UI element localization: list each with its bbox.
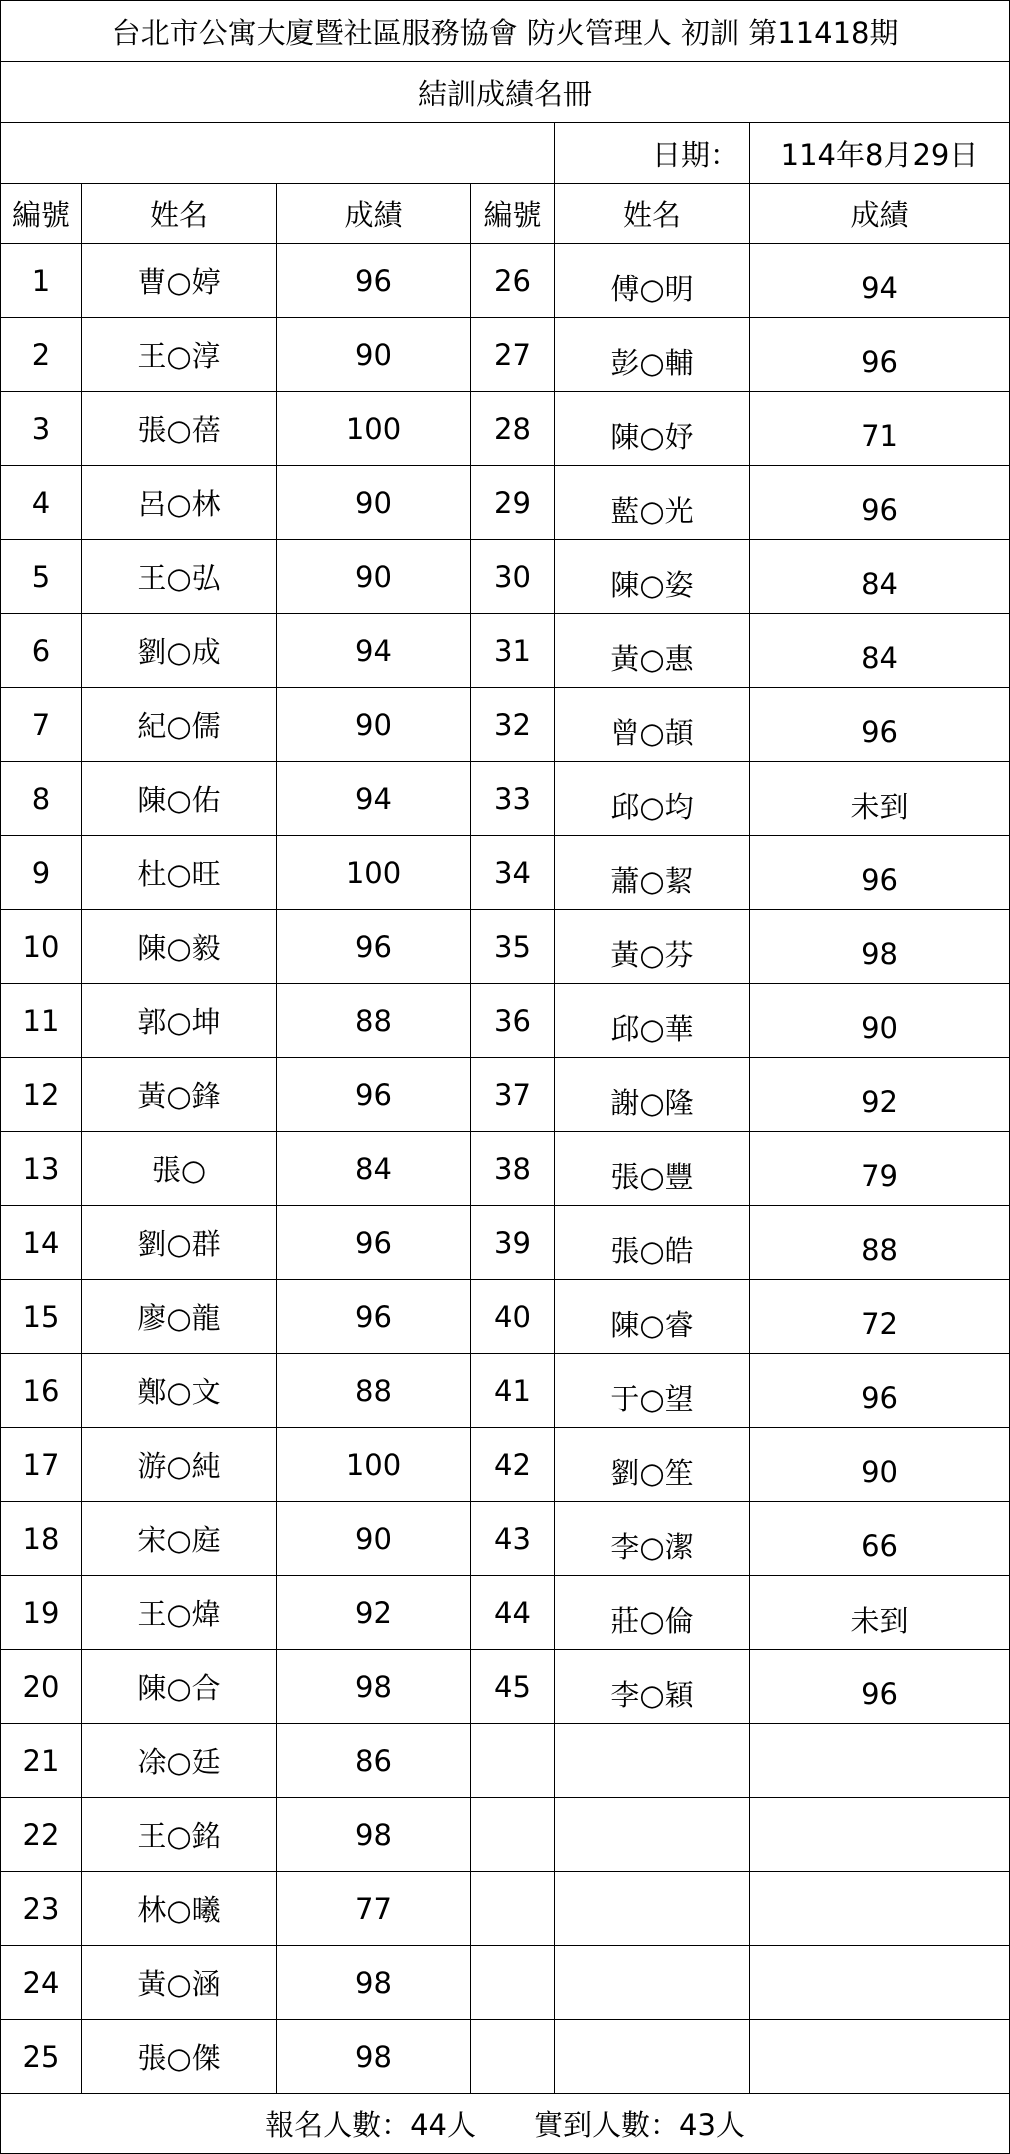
left-no-cell: 3 — [1, 392, 82, 466]
left-score-cell: 100 — [277, 392, 471, 466]
left-no-cell: 25 — [1, 2020, 82, 2094]
left-score-cell: 100 — [277, 1428, 471, 1502]
right-no-cell: 27 — [471, 318, 555, 392]
right-name-cell: 于○望 — [555, 1354, 750, 1428]
left-name-cell: 黃○涵 — [82, 1946, 277, 2020]
right-name-cell — [555, 2020, 750, 2094]
left-score-cell: 98 — [277, 1650, 471, 1724]
left-score-cell: 94 — [277, 614, 471, 688]
right-score-cell: 96 — [750, 836, 1010, 910]
right-no-cell: 26 — [471, 244, 555, 318]
left-no-cell: 12 — [1, 1058, 82, 1132]
left-no-cell: 22 — [1, 1798, 82, 1872]
right-name-cell: 黃○惠 — [555, 614, 750, 688]
right-name-cell: 張○豐 — [555, 1132, 750, 1206]
table-row — [1, 1428, 1010, 1502]
date-row-blank — [1, 123, 555, 184]
left-name-cell: 張○傑 — [82, 2020, 277, 2094]
left-no-cell: 24 — [1, 1946, 82, 2020]
right-name-cell: 黃○芬 — [555, 910, 750, 984]
right-score-cell: 94 — [750, 244, 1010, 318]
table-row — [1, 1576, 1010, 1650]
right-no-cell: 40 — [471, 1280, 555, 1354]
left-no-cell: 7 — [1, 688, 82, 762]
table-row — [1, 392, 1010, 466]
right-score-cell: 88 — [750, 1206, 1010, 1280]
table-row — [1, 244, 1010, 318]
left-no-cell: 23 — [1, 1872, 82, 1946]
left-score-cell: 96 — [277, 244, 471, 318]
right-no-cell: 29 — [471, 466, 555, 540]
right-score-cell: 96 — [750, 688, 1010, 762]
left-no-cell: 19 — [1, 1576, 82, 1650]
right-name-cell — [555, 1724, 750, 1798]
right-name-cell — [555, 1798, 750, 1872]
right-no-cell: 42 — [471, 1428, 555, 1502]
table-row — [1, 836, 1010, 910]
right-score-cell — [750, 1946, 1010, 2020]
header-no-left: 編號 — [1, 184, 82, 244]
table-row — [1, 614, 1010, 688]
left-no-cell: 16 — [1, 1354, 82, 1428]
table-row — [1, 466, 1010, 540]
table-row — [1, 1872, 1010, 1946]
right-name-cell: 藍○光 — [555, 466, 750, 540]
right-name-cell: 李○潔 — [555, 1502, 750, 1576]
right-name-cell: 邱○華 — [555, 984, 750, 1058]
right-no-cell — [471, 1724, 555, 1798]
left-no-cell: 18 — [1, 1502, 82, 1576]
left-name-cell: 王○銘 — [82, 1798, 277, 1872]
right-name-cell: 曾○頡 — [555, 688, 750, 762]
right-name-cell: 彭○輔 — [555, 318, 750, 392]
right-score-cell: 92 — [750, 1058, 1010, 1132]
right-no-cell: 45 — [471, 1650, 555, 1724]
table-row — [1, 1132, 1010, 1206]
left-name-cell: 鄭○文 — [82, 1354, 277, 1428]
right-score-cell — [750, 2020, 1010, 2094]
table-row — [1, 1206, 1010, 1280]
left-score-cell: 98 — [277, 1946, 471, 2020]
left-score-cell: 88 — [277, 1354, 471, 1428]
right-score-cell: 98 — [750, 910, 1010, 984]
right-name-cell: 莊○倫 — [555, 1576, 750, 1650]
right-score-cell: 96 — [750, 1650, 1010, 1724]
header-name-right: 姓名 — [555, 184, 750, 244]
date-value: 114年8月29日 — [750, 123, 1010, 184]
header-name-left: 姓名 — [82, 184, 277, 244]
right-no-cell — [471, 1798, 555, 1872]
right-score-cell — [750, 1724, 1010, 1798]
left-score-cell: 98 — [277, 1798, 471, 1872]
right-score-cell: 84 — [750, 540, 1010, 614]
table-row — [1, 2020, 1010, 2094]
left-score-cell: 90 — [277, 466, 471, 540]
left-name-cell: 宋○庭 — [82, 1502, 277, 1576]
left-name-cell: 王○淳 — [82, 318, 277, 392]
left-no-cell: 6 — [1, 614, 82, 688]
left-score-cell: 96 — [277, 910, 471, 984]
left-score-cell: 88 — [277, 984, 471, 1058]
right-no-cell — [471, 1872, 555, 1946]
table-row — [1, 1798, 1010, 1872]
right-name-cell: 李○穎 — [555, 1650, 750, 1724]
left-name-cell: 呂○林 — [82, 466, 277, 540]
right-no-cell: 37 — [471, 1058, 555, 1132]
left-score-cell: 77 — [277, 1872, 471, 1946]
left-no-cell: 10 — [1, 910, 82, 984]
left-name-cell: 劉○成 — [82, 614, 277, 688]
left-name-cell: 王○煒 — [82, 1576, 277, 1650]
left-name-cell: 王○弘 — [82, 540, 277, 614]
right-name-cell: 陳○姿 — [555, 540, 750, 614]
left-score-cell: 96 — [277, 1058, 471, 1132]
table-row — [1, 1280, 1010, 1354]
left-no-cell: 8 — [1, 762, 82, 836]
right-score-cell: 96 — [750, 318, 1010, 392]
right-score-cell — [750, 1872, 1010, 1946]
left-score-cell: 90 — [277, 540, 471, 614]
right-name-cell — [555, 1872, 750, 1946]
document-subtitle: 結訓成績名冊 — [1, 62, 1010, 123]
left-no-cell: 4 — [1, 466, 82, 540]
registered-count: 報名人數：44人 — [265, 2108, 477, 2142]
left-score-cell: 84 — [277, 1132, 471, 1206]
left-no-cell: 21 — [1, 1724, 82, 1798]
table-row — [1, 1724, 1010, 1798]
left-no-cell: 9 — [1, 836, 82, 910]
right-score-cell: 84 — [750, 614, 1010, 688]
header-score-right: 成績 — [750, 184, 1010, 244]
left-no-cell: 17 — [1, 1428, 82, 1502]
right-no-cell — [471, 1946, 555, 2020]
right-name-cell: 劉○笙 — [555, 1428, 750, 1502]
left-name-cell: 林○曦 — [82, 1872, 277, 1946]
left-name-cell: 劉○群 — [82, 1206, 277, 1280]
left-score-cell: 96 — [277, 1280, 471, 1354]
right-no-cell: 36 — [471, 984, 555, 1058]
left-name-cell: 曹○婷 — [82, 244, 277, 318]
table-row — [1, 984, 1010, 1058]
right-no-cell: 28 — [471, 392, 555, 466]
left-score-cell: 100 — [277, 836, 471, 910]
table-row — [1, 1354, 1010, 1428]
left-no-cell: 14 — [1, 1206, 82, 1280]
right-score-cell: 未到 — [750, 1576, 1010, 1650]
left-score-cell: 90 — [277, 1502, 471, 1576]
left-no-cell: 13 — [1, 1132, 82, 1206]
table-row — [1, 910, 1010, 984]
table-row — [1, 1502, 1010, 1576]
left-score-cell: 86 — [277, 1724, 471, 1798]
footer-summary — [1, 2094, 1010, 2154]
right-no-cell: 34 — [471, 836, 555, 910]
left-no-cell: 20 — [1, 1650, 82, 1724]
left-name-cell: 張○ — [82, 1132, 277, 1206]
table-row — [1, 540, 1010, 614]
right-score-cell: 72 — [750, 1280, 1010, 1354]
right-name-cell: 邱○均 — [555, 762, 750, 836]
right-name-cell: 謝○隆 — [555, 1058, 750, 1132]
table-row — [1, 1650, 1010, 1724]
left-name-cell: 陳○合 — [82, 1650, 277, 1724]
right-score-cell: 未到 — [750, 762, 1010, 836]
right-name-cell: 陳○睿 — [555, 1280, 750, 1354]
left-no-cell: 5 — [1, 540, 82, 614]
table-row — [1, 1058, 1010, 1132]
header-row — [1, 184, 1010, 244]
right-no-cell: 35 — [471, 910, 555, 984]
left-name-cell: 黃○鋒 — [82, 1058, 277, 1132]
right-no-cell: 39 — [471, 1206, 555, 1280]
right-score-cell: 96 — [750, 466, 1010, 540]
right-name-cell: 陳○妤 — [555, 392, 750, 466]
right-name-cell: 張○皓 — [555, 1206, 750, 1280]
right-score-cell — [750, 1798, 1010, 1872]
left-score-cell: 94 — [277, 762, 471, 836]
left-no-cell: 11 — [1, 984, 82, 1058]
right-no-cell — [471, 2020, 555, 2094]
right-no-cell: 43 — [471, 1502, 555, 1576]
left-name-cell: 陳○佑 — [82, 762, 277, 836]
right-no-cell: 30 — [471, 540, 555, 614]
right-no-cell: 32 — [471, 688, 555, 762]
left-no-cell: 1 — [1, 244, 82, 318]
right-name-cell: 傅○明 — [555, 244, 750, 318]
right-score-cell: 79 — [750, 1132, 1010, 1206]
left-name-cell: 陳○毅 — [82, 910, 277, 984]
left-name-cell: 杜○旺 — [82, 836, 277, 910]
right-name-cell: 蕭○絜 — [555, 836, 750, 910]
left-name-cell: 紀○儒 — [82, 688, 277, 762]
left-score-cell: 92 — [277, 1576, 471, 1650]
date-label: 日期： — [555, 123, 750, 184]
left-name-cell: 郭○坤 — [82, 984, 277, 1058]
right-no-cell: 38 — [471, 1132, 555, 1206]
right-name-cell — [555, 1946, 750, 2020]
left-name-cell: 凃○廷 — [82, 1724, 277, 1798]
left-no-cell: 15 — [1, 1280, 82, 1354]
right-score-cell: 71 — [750, 392, 1010, 466]
left-name-cell: 廖○龍 — [82, 1280, 277, 1354]
right-score-cell: 66 — [750, 1502, 1010, 1576]
left-name-cell: 游○純 — [82, 1428, 277, 1502]
left-score-cell: 96 — [277, 1206, 471, 1280]
right-score-cell: 90 — [750, 984, 1010, 1058]
right-no-cell: 33 — [471, 762, 555, 836]
attended-count: 實到人數：43人 — [534, 2108, 745, 2142]
left-no-cell: 2 — [1, 318, 82, 392]
table-row — [1, 688, 1010, 762]
right-score-cell: 90 — [750, 1428, 1010, 1502]
left-score-cell: 90 — [277, 688, 471, 762]
right-score-cell: 96 — [750, 1354, 1010, 1428]
left-name-cell: 張○蓓 — [82, 392, 277, 466]
right-no-cell: 31 — [471, 614, 555, 688]
left-score-cell: 98 — [277, 2020, 471, 2094]
left-score-cell: 90 — [277, 318, 471, 392]
header-no-right: 編號 — [471, 184, 555, 244]
header-score-left: 成績 — [277, 184, 471, 244]
table-row — [1, 762, 1010, 836]
table-row — [1, 318, 1010, 392]
right-no-cell: 41 — [471, 1354, 555, 1428]
document-title: 台北市公寓大廈暨社區服務協會 防火管理人 初訓 第11418期 — [1, 1, 1010, 62]
right-no-cell: 44 — [471, 1576, 555, 1650]
table-row — [1, 1946, 1010, 2020]
